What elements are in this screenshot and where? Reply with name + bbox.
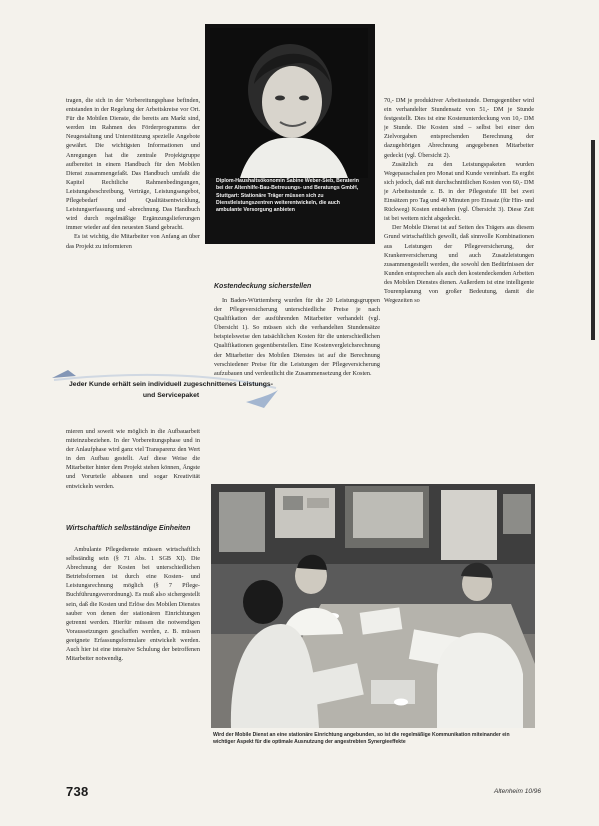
group-photo: [211, 484, 535, 728]
left-subhead: Wirtschaftlich selbständige Einheiten: [66, 525, 191, 532]
left-paragraph-3: mieren und soweit wie möglich in die Aufbauarbeit miteinzubeziehen. In der Vorbereitungsphase und in der Anlaufphase wird ganz viel Transparenz den Wert in den Aufbau gestellt. Auf diese Weise die Mitarbeiter hinter dem Projekt stehen können, Ängste und Vorurteile abbauen und sogar Kreativität entwickeln werden.: [66, 428, 200, 490]
left-paragraph-1: tragen, die sich in der Vorbereitungsphase befinden, entstanden in der Regelung der Arbeitskreise vor Ort. Für die Mobilen Dienste, die bereits am Markt sind, werden im Rahmen des Förderprogramms der Neugestaltung und Unterstützung spezielle Angebote gewährt. Die wichtigsten Informationen und Anregungen hat die zentrale Projektgruppe aufbereitet in einem Handbuch für den Mobilen Dienst zusammengefaßt. Das Handbuch umfaßt die Kapitel Rechtliche Rahmenbedingungen, Leistungsbeschreibung, Verträge, Leistungsangebot, Pflegebedarf und Qualitätsentwicklung, Leistungserfassung und -abrechnung. Das Handbuch wird durch regelmäßige Ergänzungslieferungen immer wieder auf den neuesten Stand gebracht.: [66, 97, 200, 232]
right-paragraph-2: Zusätzlich zu den Leistungspaketen wurden Wegepauschalen pro Monat und Kunde vereinbart. Es ergibt sich jedoch, daß mit durchschnittlichen Kosten von 60,- DM je Arbeitsstunde z. B. in der Pflegestufe III bei zwei Einsätzen pro Tag und 40 Minuten pro Einsatz (für Hin- und Rückweg) Kosten entstehen (vgl. Übersicht 3). Diese Zeit ist bei weitem nicht abgedeckt.: [384, 160, 534, 223]
left-column-middle-text: [66, 427, 200, 523]
middle-paragraph: In Baden-Württemberg wurden für die 20 Leistungsgruppen der Pflegeversicherung unterschiedliche Preise je nach Qualifikation der ausführenden Mitarbeiter verhandelt (vgl. Übersicht 1). So müssen sich die verhandelten Stundensätze beispielsweise den tatsächlichen Kosten für die unterschiedlichen Qualifikationen gegenüberstellen. Eine Kostenvergleichsrechnung der Mitarbeiter des Mobilen Dienstes ist auf die Berechnung verschiedener Preise für die Leistungen der Pflegeversicherung aufzubauen und verdeutlicht die Zusammensetzung der Kosten.: [214, 297, 380, 377]
left-column-top-text: [66, 96, 200, 350]
portrait-caption: Diplom-Haushaltsökonomin Sabine Weber-Sieb, Beraterin bei der Altenhilfe-Bau-Betreuungs- und Beratungs GmbH, Stuttgart: Stationäre Träger müssen sich zu Dienstleistungszentren weiterentwickeln, die auch ambulante Versorgung anbieten: [216, 178, 359, 214]
left-column-bottom-text: [66, 545, 200, 765]
right-paragraph-3: Der Mobile Dienst ist auf Seiten des Trägers aus diesem Grund wirtschaftlich gewollt, daß sinnvolle Kombinationen aus Leistungen der Pflegeversicherung, der Krankenversicherung und auch Zusatzleistungen zusammengestellt werden, die sowohl den Bedürfnissen der Kunden entsprechen als auch den kostendeckenden Arbeiten des Mobilen Dienstes dienen. Außerdem ist eine intelligente Tourenplanung von großer Bedeutung, damit die Wegezeiten so: [384, 224, 534, 305]
page-edge-bar: [591, 140, 595, 340]
pull-quote: Jeder Kunde erhält sein individuell zugeschnittenes Leistungs- und Servicepaket: [69, 381, 273, 399]
issue-label: Altenheim 10/96: [494, 788, 541, 795]
group-photo-caption: Wird der Mobile Dienst an eine stationäre Einrichtung angebunden, so ist die regelmäßige Kommunikation miteinander ein wichtiger Aspekt für die optimale Ausnutzung der angestrebten Synergieeffekte: [213, 732, 510, 745]
page-number: 738: [66, 784, 89, 799]
middle-column-text: [214, 296, 380, 428]
portrait-photo: [210, 28, 368, 178]
right-column-text: [384, 96, 534, 474]
right-paragraph-1: 70,- DM je produktiver Arbeitsstunde. Demgegenüber wird ein verhandelter Stundensatz von 51,- DM je Stunde festgestellt. Dies ist eine Kostenunterdeckung von 10,- DM je Stunde. Die Kosten sind – selbst bei einer den Zielvorgaben entsprechenden Berechnung der dazugehörigen Abrechnung angegebenen Mitarbeiter gedeckt (vgl. Übersicht 2).: [384, 97, 534, 159]
left-paragraph-4: Ambulante Pflegedienste müssen wirtschaftlich selbständig sein (§ 71 Abs. 1 SGB XI). Die Abrechnung der Kosten bei unterschiedlichen Betriebsformen ist durch eine Kosten- und Leistungsrechnung möglich (§ 7 Pflege-Buchführungsverordnung). Es muß also sichergestellt sein, daß die Kosten und Erlöse des Mobilen Dienstes sauber von denen der stationären Einrichtungen getrennt werden. Hierfür müssen die notwendigen Voraussetzungen geschaffen werden, z. B. müssen geeignete Erfassungsformulare entwickelt werden. Auch hier ist eine intensive Schulung der betroffenen Mitarbeiter notwendig.: [66, 546, 200, 663]
left-paragraph-2: Es ist wichtig, die Mitarbeiter von Anfang an über das Projekt zu informieren: [66, 233, 200, 250]
middle-subhead: Kostendeckung sicherstellen: [214, 283, 312, 290]
